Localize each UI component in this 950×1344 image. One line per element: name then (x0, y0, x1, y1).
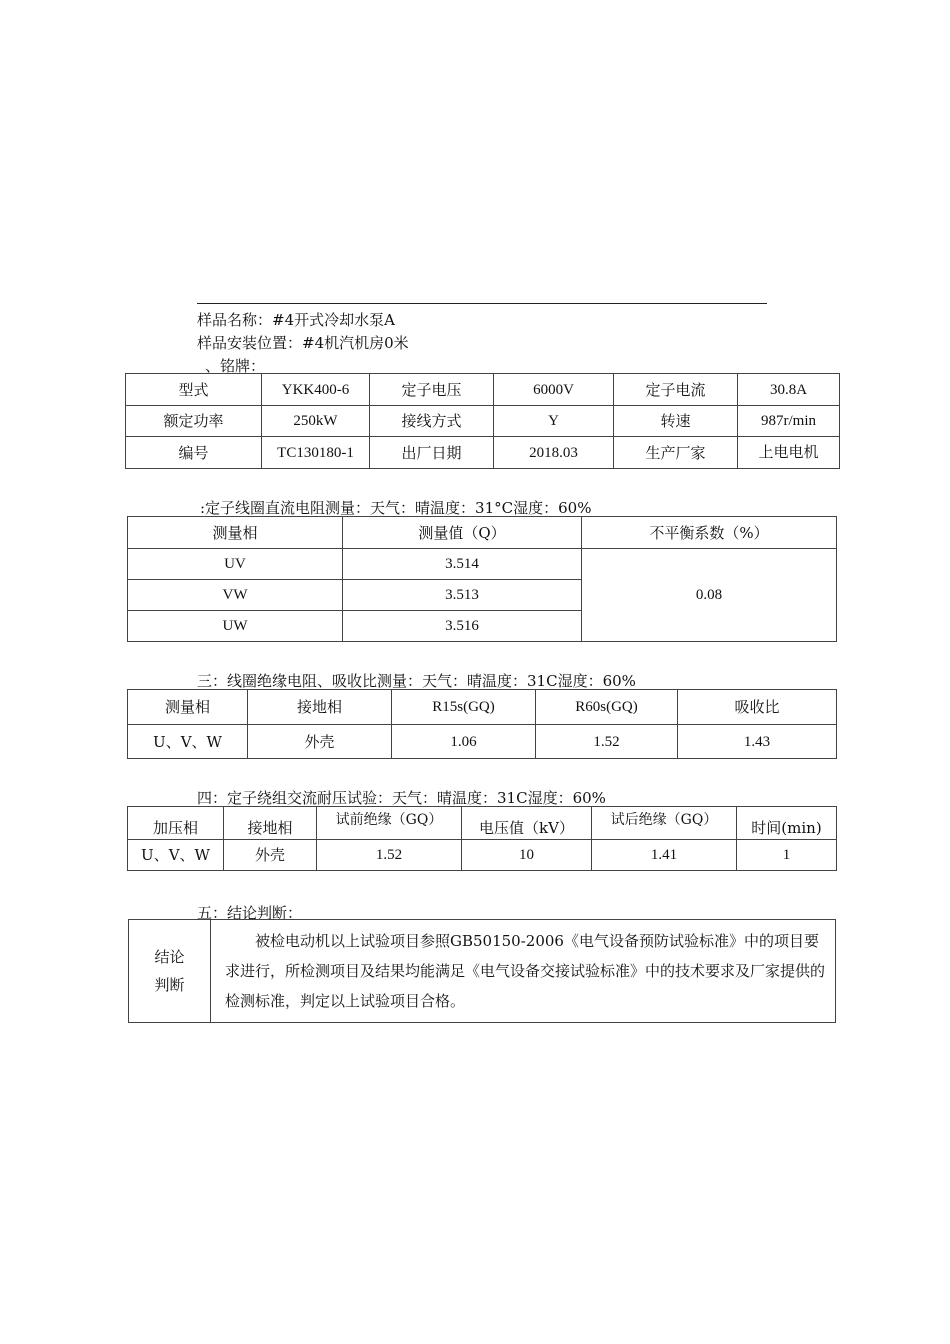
column-header-text: 试后绝缘（GQ） (610, 812, 718, 828)
column-header: 加压相 (128, 807, 224, 840)
conclusion-label-line: 判断 (154, 976, 185, 994)
phase-cell: UW (128, 611, 343, 642)
nameplate-value: 2018.03 (494, 437, 614, 469)
imbalance-cell: 0.08 (582, 549, 837, 642)
column-header-text: 试前绝缘（GQ） (335, 812, 443, 828)
nameplate-label: 出厂日期 (370, 437, 494, 469)
nameplate-label: 型式 (126, 374, 262, 406)
nameplate-label: 定子电压 (370, 374, 494, 406)
nameplate-value: Y (494, 406, 614, 437)
withstand-voltage-table (127, 806, 837, 871)
phase-cell: UV (128, 549, 343, 580)
nameplate-label: 生产厂家 (614, 437, 738, 469)
column-header: 接地相 (224, 807, 317, 840)
nameplate-value: YKK400-6 (262, 374, 370, 406)
install-location: 样品安装位置：#4机汽机房0米 (197, 334, 409, 352)
sample-name: 样品名称：#4开式冷却水泵A (197, 311, 395, 329)
column-header: 吸收比 (678, 690, 837, 725)
table-cell: 1.52 (317, 840, 462, 871)
nameplate-value: 987r/min (738, 406, 840, 437)
table-header-row (128, 517, 837, 549)
nameplate-label: 转速 (614, 406, 738, 437)
column-header: 测量相 (128, 517, 343, 549)
conclusion-table (128, 919, 836, 1023)
dc-resistance-table (127, 516, 837, 642)
nameplate-value: 6000V (494, 374, 614, 406)
value-cell: 3.516 (343, 611, 582, 642)
table-cell: 1.52 (536, 725, 678, 759)
value-cell: 3.513 (343, 580, 582, 611)
table-cell: 1 (737, 840, 837, 871)
table-cell: 外壳 (248, 725, 392, 759)
nameplate-row (126, 437, 840, 469)
column-header: 测量值（Q） (343, 517, 582, 549)
column-header: R15s(GQ) (392, 690, 536, 725)
conclusion-text: 被检电动机以上试验项目参照GB50150-2006《电气设备预防试验标准》中的项目要求进行，所检测项目及结果均能满足《电气设备交接试验标准》中的技术要求及厂家提供的检测标准，判定以上试验项目合格。 (211, 920, 836, 1023)
section3-heading: 三：线圈绝缘电阻、吸收比测量：天气：晴温度：31C湿度：60% (197, 672, 636, 690)
table-header-row (128, 807, 837, 840)
table-row (128, 549, 837, 580)
table-cell: 10 (462, 840, 592, 871)
insulation-table (127, 689, 837, 759)
nameplate-heading: 、铭牌： (205, 357, 266, 375)
nameplate-value: 30.8A (738, 374, 840, 406)
nameplate-value: TC130180-1 (262, 437, 370, 469)
nameplate-label: 定子电流 (614, 374, 738, 406)
phase-cell: VW (128, 580, 343, 611)
table-row (128, 840, 837, 871)
column-header: R60s(GQ) (536, 690, 678, 725)
conclusion-label-line: 结论 (154, 948, 185, 966)
table-cell: 外壳 (224, 840, 317, 871)
section5-heading: 五：结论判断： (197, 904, 303, 922)
table-cell: 1.43 (678, 725, 837, 759)
column-header: 测量相 (128, 690, 248, 725)
nameplate-label: 额定功率 (126, 406, 262, 437)
conclusion-label (129, 920, 211, 1023)
table-header-row (128, 690, 837, 725)
table-cell: U、V、W (128, 725, 248, 759)
table-cell: 1.06 (392, 725, 536, 759)
value-cell: 3.514 (343, 549, 582, 580)
column-header (592, 807, 737, 840)
nameplate-value: 上电电机 (738, 437, 840, 469)
section2-heading: :定子线圈直流电阻测量：天气：晴温度：31°C湿度：60% (200, 499, 592, 517)
nameplate-table (125, 373, 840, 469)
column-header: 不平衡系数（%） (582, 517, 837, 549)
nameplate-row (126, 374, 840, 406)
nameplate-label: 接线方式 (370, 406, 494, 437)
table-cell: 1.41 (592, 840, 737, 871)
table-row (128, 725, 837, 759)
nameplate-row (126, 406, 840, 437)
nameplate-value: 250kW (262, 406, 370, 437)
table-row (129, 920, 836, 1023)
table-cell: U、V、W (128, 840, 224, 871)
nameplate-label: 编号 (126, 437, 262, 469)
header-rule (197, 303, 767, 304)
column-header: 电压值（kV） (462, 807, 592, 840)
section4-heading: 四：定子绕组交流耐压试验：天气：晴温度：31C湿度：60% (197, 789, 606, 807)
column-header (317, 807, 462, 840)
column-header: 时间(min) (737, 807, 837, 840)
column-header: 接地相 (248, 690, 392, 725)
